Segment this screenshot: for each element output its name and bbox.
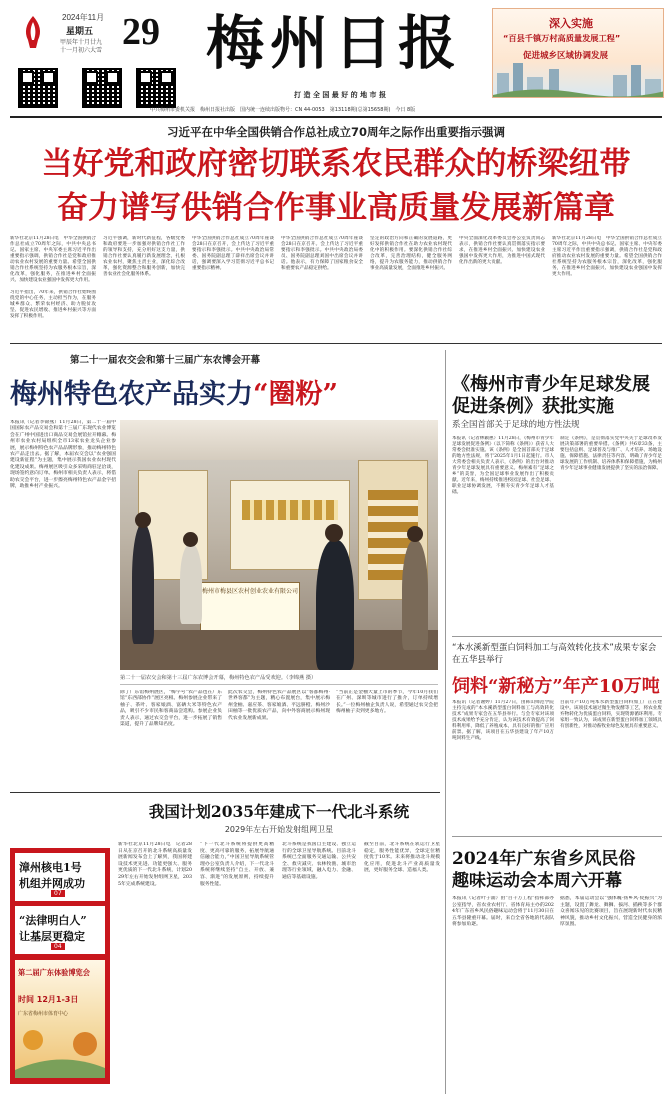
photo-person-right [402,540,428,650]
lead-col-5: 中华全国供销合作总社成立70周年座谈会28日在京召开。会上传达了习近平重要指示和李强批示。中共中央政治局委员、国务院副总理刘国中出席会议并讲话。他表示，有力保障了国家粮食安全和重要农产品稳定供给。 [281,236,363,271]
football-rule [452,636,662,637]
promo-line-2: “百县千镇万村高质量发展工程” [503,33,621,43]
teaser-sidebar [10,848,110,1084]
right-col-divider [445,350,446,1094]
agri-caption-credit: （李锦燕 摄） [286,675,317,681]
masthead [0,0,672,120]
weekday: 星期五 [66,26,94,36]
football-headline-2: 促进条例》获批实施 [452,396,614,417]
date-line: 2024年11月 [62,13,105,22]
qr-code-2 [82,68,122,108]
feed-headline: 饲料“新秘方”年产10万吨 [452,676,660,697]
teaser-banner-line-1: 第二届广东体验博览会 [18,968,90,977]
folk-col-2: 据悉，本届运动会以“强体魄·扬乡风·促振兴”为主题，设置了舞龙、舞狮、拔河、插秧等多个群众喜闻乐见的比赛项目，旨在展现新时代农民精神风貌，推动乡村文化振兴，营造全民健身的浓厚氛围。 [560,896,662,928]
newspaper-logo-icon [20,14,46,50]
agri-col-4: “当前正是金柚大量上市的季节，今年10月我们在广州、深圳等城市进行了推介，订单持续增长。”一位梅州柚企负责人说，希望通过农交会把梅州柚子卖到更多地方。 [336,690,438,715]
beidou-col-1: 新华社北京11月28日电 记者28日从在京召开的北斗系统高质量发展新闻发布会上了解到，我国将建设技术更先进、功能更强大、服务更优质的下一代北斗系统，计划2029年左右开始发射组网卫星，2035年完成系统建设。 [118,842,192,887]
masthead-slogan: 打 造 全 国 最 好 的 地 市 报 [294,90,386,99]
teaser-item-1-line-2: 机组并网成功 [19,877,85,890]
folk-rule [452,836,662,837]
photo-ceiling [120,420,438,460]
day-number: 29 [122,11,160,53]
agri-headline-wrap [10,372,440,411]
photo-head-right [407,526,423,542]
booth-sign: 梅州市梅县区农村创业农业有限公司 [200,582,300,632]
folk-headline-1: 2024年广东省乡风民俗 [452,849,636,869]
masthead-title: 梅州日报 [205,9,462,77]
teaser-banner-line-3: 广东省梅州市体育中心 [18,1011,69,1017]
photo-person-left [132,524,154,644]
teaser-item-1-page: 07 [51,890,65,897]
beidou-col-4: 截至目前，北斗系统在轨运行卫星稳定，服务性能优异，全球定位精度优于10米。未来将推动北斗规模化应用，促进北斗产业高质量发展，更好服务全球、造福人类。 [364,842,440,874]
feed-col-1: 本报讯（记者谢婷）11月27日，由韩山师范学院主持完成的“本水溪新型蛋白饲料加工与高效转化技术”成果专家会在五华县举行。与会专家对该项技术成果给予充分肯定，认为该技术有效提高了饲料利用率，降低了养殖成本，具有良好的推广应用前景。据了解，该项目在五华县建设了年产10万吨饲料生产线。 [452,700,554,741]
lead-bottom-rule [10,343,662,344]
masthead-rule [10,116,662,118]
agri-caption-text: 第二十一届农交会和第十三届广东农博会开幕，梅州特色农产品受欢迎。 [120,675,287,681]
lead-col-1: 新华社北京11月28日电 中华全国供销合作总社成立70周年之际，中共中央总书记、国家主席、中央军委主席习近平作出重要指示强调，供销合作社是党和政府推动农业农村发展的重要力量。希望全国供销合作社系统坚持为农服务根本宗旨，深化改革，强化服务，在推进乡村全面振兴、加快建设农业强国中发挥更大作用。 [10,236,96,283]
football-col-1: 本报讯（记者林颖惠）11月28日，《梅州市青少年足球发展促进条例》（以下简称《条例》）获省人大常委会批准实施。该《条例》是全国首部关于足球的地方性法规，将于2025年1月1日起施行。市人大常委会相关负责人表示，《条例》的出台对推动青少年足球发展具有重要意义。梅州素有“足球之乡”的美誉，为全国足球事业发展作出了积极贡献。近年来，梅州持续推进校园足球、社会足球、职业足球协调发展，不断夯实青少年足球人才基础。 [452,436,554,495]
lead-col-4: 中华全国供销合作总社成立70周年座谈会28日在京召开，会上传达了习近平重要指示和李强批示。中共中央政治局常委、国务院副总理丁薛祥出席会议并讲话，强调要深入学习贯彻习近平总书记重要指示精神。 [192,236,274,271]
lead-col-3: 习近平强调，新时代新征程，各级党委和政府要进一步加强对供销合作社工作的领导和支持，充分用好这支力量，供销合作社要认真履行新发展理念，扎根农业农村，聚焦主责主业，深化综合改革，强化资源整合和服务创新，加快完善农业社会化服务体系。 [103,236,185,277]
lead-col-7: 中央全面深化改革委员会办公室负责同志表示，供销合作社要认真贯彻落实指示要求，在推进乡村全面振兴、加快建设农业强国中发挥更大作用，为推进中国式现代化作出新的更大贡献。 [459,236,545,265]
photo-head-woman [183,532,198,547]
lunar-line-1: 甲辰年十月廿九 [60,39,103,46]
teaser-item-2-page: 04 [51,943,65,950]
teaser-banner-line-2: 时间 12月1-3日 [18,995,79,1004]
agri-col-2: 除了广东馆梅州展区，“梅字号”农产品也在广东馆“东西部协作”展区亮相。梅州参展企业带来了柚子、茶叶、客家娘酒、富硒大米等特色农产品，吸引不少市民和客商品尝选购。参展企业负责人表示，通过农交会平台，进一步拓展了销售渠道，提升了品牌知名度。 [120,690,222,728]
photo-head-left [135,512,151,528]
folk-col-1: 本报讯（记者叶子涌）由“百千万工程”指挥部办公室指导，省农业农村厅、省体育局主办的2024年广东省乡风民俗趣味运动会将于11月30日在五华县隆重开幕。届时，来自全省各地的代表队将参加角逐。 [452,896,554,928]
lead-col-2: 习近平指出，70年来，供销合作社始终围绕党的中心任务，主动担当作为，在服务城乡群众、繁荣农村经济、助力脱贫攻坚、促进农民增收、推进乡村振兴等方面发挥了积极作用。 [10,290,96,319]
info-line: 中共梅州市委机关报 梅州日报社出版 国内统一连续出版物号：CN 44-0053 第13118期(总第15658期) 今日 8版 [150,107,416,113]
agri-kicker: 第二十一届农交会和第十三届广东农博会开幕 [70,355,261,366]
agri-photo-rule [120,684,438,685]
qr-code-1 [18,68,58,108]
beidou-subhead: 2029年左右开始发射组网卫星 [224,825,334,834]
teaser-item-1[interactable] [15,853,105,901]
teaser-item-2[interactable] [15,906,105,954]
teaser-item-1-line-1: 漳州核电1号 [19,861,82,874]
teaser-item-2-line-1: “法律明白人” [19,914,87,927]
expo-decoration-icon [15,1020,105,1078]
lunar-line-2: 十一月初六大雪 [60,47,103,54]
lead-col-8: 新华社北京11月28日电 中华全国供销合作总社成立70周年之际，中共中央总书记、国家主席、中央军委主席习近平作出重要指示强调，供销合作社是党和政府推动农业农村发展的重要力量。希望全国供销合作社系统坚持为农服务根本宗旨，深化改革，强化服务，在推进乡村全面振兴、加快建设农业强国中发挥更大作用。 [552,236,662,277]
photo-person-man [316,540,354,670]
city-skyline-icon [493,55,664,98]
football-col-2: 制定《条例》，是贯彻落实党中央关于足球改革发展决策部署的重要举措。《条例》共6章33条，主要包括总则、足球普及与推广、人才培养、场地设施、保障措施、法律责任等内容，明确了青少年足球发展的工作机制、培养体系和保障措施，为梅州青少年足球事业健康发展提供了坚实的法治保障。 [560,436,662,471]
folk-headline-2: 趣味运动会本周六开幕 [452,871,622,891]
promo-box [492,8,664,98]
agri-caption [120,674,438,681]
promo-line-3: 促进城乡区域协调发展 [523,51,609,61]
teaser-item-2-line-2: 让基层更稳定 [19,930,85,943]
lead-headline-2: 奋力谱写供销合作事业高质量发展新篇章 [57,190,615,226]
photo-counter [120,630,438,670]
photo-head-man [325,524,343,542]
teaser-banner[interactable] [15,960,105,1078]
middle-rule [10,792,440,793]
agri-photo [120,420,438,670]
beidou-col-2: “下一代北斗系统将提供更高精度、更高可靠的服务，拓展导航通信融合能力，”中国卫星导航系统管理办公室负责人介绍，下一代北斗系统将继续坚持“自主、开放、兼容、渐进”的发展原则，持续提升服务性能。 [200,842,274,887]
lead-kicker: 习近平在中华全国供销合作总社成立70周年之际作出重要指示强调 [167,125,505,139]
football-subhead: 系全国首部关于足球的地方性法规 [452,420,580,430]
qr-code-3 [136,68,176,108]
agri-col-3: 此次农交会，梅州特色农产品展区以“客都梅州·世界客都”为主题，精心布置展台，集中展示梅州金柚、嘉应茶、客家娘酒、平远脐橙、梅州沙田柚等一批优质农产品，向中外客商展示梅州现代农业发展新成果。 [228,690,330,721]
lead-col-6: 坚定的政治方向和正确的发展道路，更好发挥供销合作社在助力农业农村现代化中的积极作用。要深化供销合作社综合改革，完善治理结构，健全服务网络，提升为农服务能力，推动供销合作事业高质量发展，全面推进乡村振兴。 [370,236,452,271]
promo-line-1: 深入实施 [549,17,593,30]
agri-col-1: 本报讯（记者李锦燕）11月28日，第二十一届中国国际农产品交易会和第十三届广东现代农业博览会在广州中国进出口商品交易会展馆拉开帷幕。梅州市农业农村局组织全市13家农业龙头企业参展，展示梅州特色农产品品牌形象，推动梅州特色农产品走出去。据了解，本届农交会以“农业强国建设新征程”为主题，集中展示我国农业农村现代化建设成果。梅州展区吸引众多采购商驻足洽谈，现场签约意向订单。梅州市相关负责人表示，将借助农交会平台，进一步擦亮梅州特色农产品金字招牌，助推乡村产业振兴。 [10,420,116,490]
feed-kicker: “本水溪新型蛋白饲料加工与高效转化技术”成果专家会在五华县举行 [452,643,657,665]
football-headline-1: 《梅州市青少年足球发展 [452,374,650,395]
feed-col-2: 目前年产10万吨本水新型蛋白饲料加工厂正在建设中。该项技术通过微生物发酵等工艺，将农业废弃物转化为优质蛋白饲料，实现资源循环利用。专家组一致认为，该成果在新型蛋白饲料加工领域具有创新性，对推动畜牧业绿色发展具有重要意义。 [560,700,662,729]
photo-person-woman [180,544,202,624]
beidou-headline: 我国计划2035年建成下一代北斗系统 [148,802,410,821]
photo-product-row [242,500,338,520]
lead-headline-1: 当好党和政府密切联系农民群众的桥梁纽带 [41,146,631,182]
beidou-col-3: 北斗系统是我国自主建设、独立运行的全球卫星导航系统。目前北斗系统已全面服务交通运输、公共安全、救灾减灾、农林牧渔、城市治理等行业领域，融入电力、金融、通信等基础设施。 [282,842,356,880]
agri-headline-accent: “圈粉” [253,379,339,410]
agri-headline: 梅州特色农产品实力 [10,379,253,410]
